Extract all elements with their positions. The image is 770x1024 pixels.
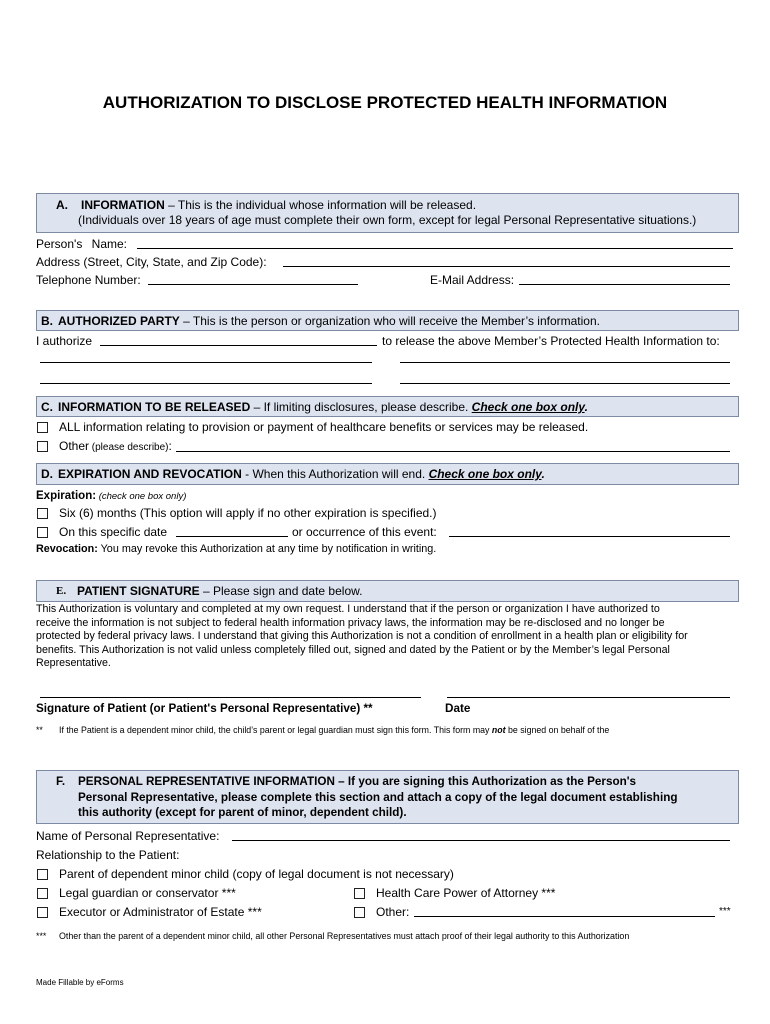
section-e-description: – Please sign and date below. — [199, 584, 363, 598]
section-c-header — [36, 396, 739, 417]
checkbox-expiration-specific-date[interactable] — [37, 527, 48, 538]
section-c-instruction-end: . — [584, 400, 588, 414]
recipient-line-2-left-field[interactable] — [40, 370, 372, 384]
section-f-description-line3: this authority (except for parent of minor, dependent child). — [78, 806, 407, 819]
section-f-heading: PERSONAL REPRESENTATIVE INFORMATION — [78, 775, 335, 788]
checkbox-other-representative[interactable] — [354, 907, 365, 918]
section-d-instruction-end: . — [541, 467, 545, 481]
revocation-note — [36, 541, 436, 557]
expiration-label: Expiration: — [36, 490, 97, 502]
checkbox-executor[interactable] — [37, 907, 48, 918]
section-d-description: - When this Authorization will end. — [241, 467, 429, 481]
section-a-heading: INFORMATION — [81, 198, 165, 212]
statement-line: benefits. This Authorization is not valid unless completely filled out, signed and dated by the Patient or by the Member’s legal Personal — [36, 643, 670, 656]
six-months-label: Six (6) months (This option will apply if no other expiration is specified.) — [59, 506, 437, 520]
recipient-line-1-right-field[interactable] — [400, 349, 730, 363]
section-e-heading: PATIENT SIGNATURE — [77, 584, 200, 598]
statement-line: This Authorization is voluntary and completed at my own request. I understand that if the person or organization I have authorized to — [36, 603, 660, 615]
parent-label: Parent of dependent minor child (copy of legal document is not necessary) — [59, 867, 454, 881]
section-c-description: – If limiting disclosures, please describe. — [250, 400, 472, 414]
other-representative-suffix: *** — [719, 906, 731, 917]
specific-date-label: On this specific date — [59, 525, 168, 539]
signature-date-field[interactable] — [447, 684, 730, 698]
statement-line: receive the information is not subject to federal health information privacy laws, the information may be re-disclosed and no longer be — [36, 616, 665, 629]
executor-label: Executor or Administrator of Estate *** — [59, 905, 262, 919]
persons-name-field[interactable] — [137, 235, 733, 249]
telephone-label: Telephone Number: — [36, 273, 141, 287]
revocation-label: Revocation: — [36, 543, 98, 555]
section-c-title — [58, 399, 588, 415]
section-b-title — [58, 313, 600, 329]
section-d-header — [36, 463, 739, 485]
section-c-heading: INFORMATION TO BE RELEASED — [58, 400, 251, 414]
section-a-description: – This is the individual whose information will be released. — [164, 198, 477, 212]
address-field[interactable] — [283, 253, 730, 267]
other-representative-label: Other: — [376, 905, 410, 919]
section-b-description: – This is the person or organization who will receive the Member’s information. — [179, 314, 600, 328]
representative-name-label: Name of Personal Representative: — [36, 829, 220, 843]
signature-footnote-after: be signed on behalf of the — [505, 725, 610, 735]
other-representative-field[interactable] — [414, 903, 715, 917]
email-label: E-Mail Address: — [430, 273, 515, 287]
relationship-label: Relationship to the Patient: — [36, 848, 180, 862]
page-title: AUTHORIZATION TO DISCLOSE PROTECTED HEALTH INFORMATION — [102, 93, 668, 112]
signature-footnote — [59, 724, 609, 736]
section-e-letter: E. — [56, 585, 67, 597]
specific-date-field[interactable] — [176, 523, 288, 537]
section-f-title-line1 — [78, 774, 636, 790]
signature-footnote-before: If the Patient is a dependent minor child, the child’s parent or legal guardian must sign this form. This form may — [59, 725, 492, 735]
release-other-text: Other — [59, 439, 90, 453]
address-label: Address (Street, City, State, and Zip Code): — [36, 255, 267, 269]
signature-field[interactable] — [40, 684, 421, 698]
release-other-label — [59, 438, 172, 456]
checkbox-release-all[interactable] — [37, 422, 48, 433]
section-a-note: (Individuals over 18 years of age must complete their own form, except for legal Personal Representative situations.) — [78, 213, 697, 227]
release-other-description-field[interactable] — [176, 438, 730, 452]
expiration-hint: (check one box only) — [96, 491, 187, 502]
section-d-heading: EXPIRATION AND REVOCATION — [58, 467, 242, 481]
section-d-letter: D. — [41, 467, 53, 481]
power-of-attorney-label: Health Care Power of Attorney *** — [376, 886, 556, 900]
occurrence-label: or occurrence of this event: — [292, 525, 437, 539]
authorize-label: I authorize — [36, 334, 93, 348]
section-e-header — [36, 580, 739, 602]
section-b-letter: B. — [41, 314, 53, 328]
section-d-instruction: Check one box only — [428, 467, 542, 481]
release-other-colon: : — [168, 439, 172, 453]
signature-footnote-emphasis: not — [491, 725, 506, 735]
section-d-title — [58, 466, 545, 482]
persons-name-label: Person's Name: — [36, 237, 127, 251]
checkbox-legal-guardian[interactable] — [37, 888, 48, 899]
section-c-letter: C. — [41, 400, 53, 414]
checkbox-power-of-attorney[interactable] — [354, 888, 365, 899]
statement-line: protected by federal privacy laws. I understand that giving this Authorization is not a condition of enrollment in a health plan or eligibility for — [36, 630, 688, 642]
checkbox-expiration-six-months[interactable] — [37, 508, 48, 519]
recipient-line-2-right-field[interactable] — [400, 370, 730, 384]
signature-label: Signature of Patient (or Patient's Personal Representative) ** — [36, 702, 373, 715]
occurrence-event-field[interactable] — [449, 523, 730, 537]
section-e-title — [77, 583, 362, 599]
authorization-statement — [36, 603, 688, 671]
recipient-line-1-left-field[interactable] — [40, 349, 372, 363]
date-label: Date — [445, 702, 471, 715]
legal-guardian-label: Legal guardian or conservator *** — [59, 886, 236, 900]
section-b-header — [36, 310, 739, 331]
checkbox-release-other[interactable] — [37, 441, 48, 452]
release-text: to release the above Member’s Protected Health Information to: — [382, 334, 720, 348]
section-f-description-line1: – If you are signing this Authorization as the Person's — [334, 775, 637, 788]
section-a-title — [81, 197, 476, 213]
telephone-field[interactable] — [148, 271, 358, 285]
representative-footnote-marker: *** — [36, 931, 47, 941]
release-other-hint: (please describe) — [89, 442, 169, 453]
checkbox-parent[interactable] — [37, 869, 48, 880]
authorized-party-name-field[interactable] — [100, 332, 377, 346]
statement-line: Representative. — [36, 657, 111, 669]
representative-footnote: Other than the parent of a dependent minor child, all other Personal Representatives must attach proof of their legal authority to this Authorization — [59, 931, 630, 941]
signature-footnote-marker: ** — [36, 725, 43, 735]
section-a-header — [36, 193, 739, 233]
section-c-instruction: Check one box only — [471, 400, 585, 414]
email-field[interactable] — [519, 271, 730, 285]
section-f-header — [36, 770, 739, 824]
section-f-description-line2: Personal Representative, please complete this section and attach a copy of the legal document establishing — [78, 791, 678, 804]
section-f-letter: F. — [56, 775, 66, 788]
section-a-letter: A. — [56, 198, 68, 212]
representative-name-field[interactable] — [232, 827, 730, 841]
revocation-text: You may revoke this Authorization at any time by notification in writing. — [97, 543, 437, 555]
made-fillable-note: Made Fillable by eForms — [36, 978, 124, 987]
expiration-heading — [36, 487, 186, 505]
release-all-label: ALL information relating to provision or payment of healthcare benefits or services may be released. — [59, 420, 589, 434]
section-b-heading: AUTHORIZED PARTY — [58, 314, 180, 328]
